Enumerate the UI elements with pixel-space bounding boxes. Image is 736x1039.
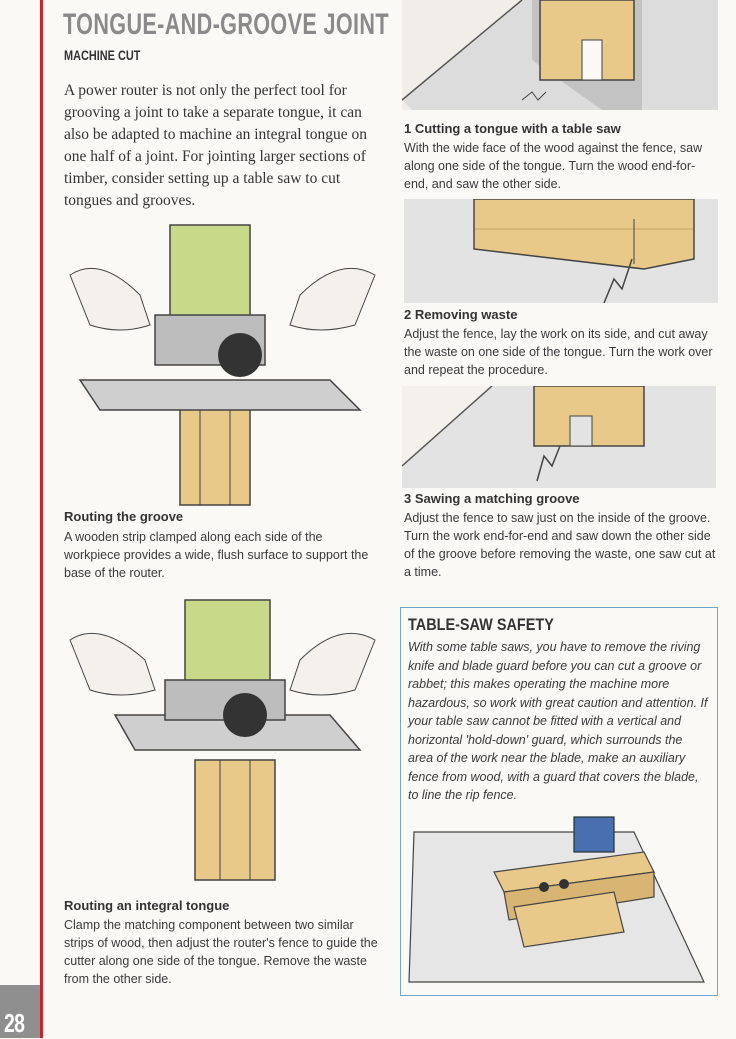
safety-heading: TABLE-SAW SAFETY <box>408 615 554 634</box>
illustration-sawing-groove <box>402 386 716 488</box>
page-title: TONGUE-AND-GROOVE JOINT <box>63 8 389 41</box>
routing-groove-text: A wooden strip clamped along each side of the workpiece provides a wide, flush surface to support the base of the router. <box>64 530 369 580</box>
page-subtitle: MACHINE CUT <box>64 47 141 63</box>
page-number: 28 <box>4 1008 25 1038</box>
illustration-routing-groove <box>60 215 385 510</box>
illustration-removing-waste <box>404 199 718 303</box>
routing-tongue-text: Clamp the matching component between two similar strips of wood, then adjust the router's fence to guide the cutter along one side of the tongue. Remove the waste from the other side. <box>64 918 378 986</box>
illustration-table-saw-guard <box>404 812 714 987</box>
routing-groove-heading: Routing the groove <box>64 509 184 524</box>
intro-paragraph: A power router is not only the perfect tool for grooving a joint to take a separate tongue, it can also be adapted to machine an integral tongue on one half of a joint. For jointing larger sections of timber, consider setting up a table saw to cut tongues and grooves. <box>64 82 368 209</box>
illustration-tongue-cut <box>402 0 718 110</box>
step-1-text: With the wide face of the wood against the fence, saw along one side of the tongue. Turn the wood end-for-end, and saw the other side. <box>404 141 703 191</box>
step-1-heading: 1 Cutting a tongue with a table saw <box>404 121 621 136</box>
illustration-routing-tongue <box>60 590 385 890</box>
step-2-heading: 2 Removing waste <box>404 307 518 322</box>
step-2-text: Adjust the fence, lay the work on its side, and cut away the waste on one side of the tongue. Turn the work over and repeat the procedure. <box>404 327 713 377</box>
step-3-text: Adjust the fence to saw just on the inside of the groove. Turn the work end-for-end and saw down the other side of the groove before removing the waste, one saw cut at a time. <box>404 511 716 579</box>
safety-text: With some table saws, you have to remove the riving knife and blade guard before you can cut a groove or rabbet; this makes operating the machine more hazardous, so work with great caution and attention. If your table saw cannot be fitted with a vertical and horizontal 'hold-down' guard, which surrounds the area of the work near the blade, make an auxiliary fence from wood, with a guard that covers the blade, to line the rip fence. <box>408 640 708 802</box>
step-3-heading: 3 Sawing a matching groove <box>404 491 580 506</box>
margin-rule <box>40 0 43 1038</box>
routing-tongue-heading: Routing an integral tongue <box>64 898 230 913</box>
